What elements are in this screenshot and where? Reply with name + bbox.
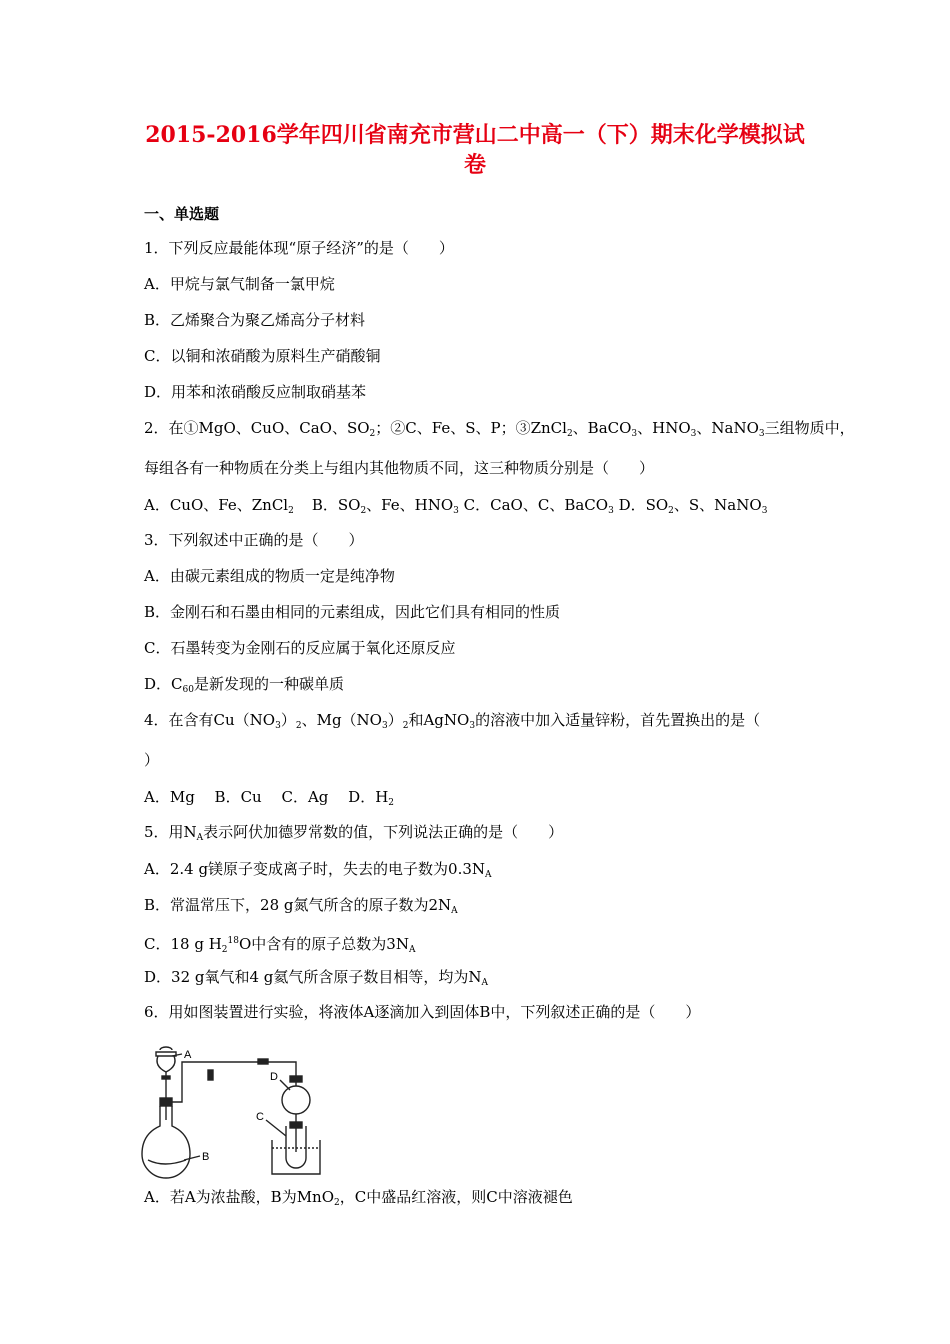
q1-option-a: A．甲烷与氯气制备一氯甲烷	[144, 275, 335, 293]
q5-stem: 5．用$N_A$表示阿伏加德罗常数的值，下列说法正确的是（ ）	[144, 823, 564, 843]
label-c: C	[256, 1111, 264, 1123]
title-line-1: 2015-2016学年四川省南充市营山二中高一（下）期末化学模拟试	[145, 122, 805, 148]
q3-option-c: C．石墨转变为金刚石的反应属于氧化还原反应	[144, 639, 456, 657]
q4-stem-line-1: 4．在含有$Cu(NO_3)_2$、$Mg(NO_3)_2$和AgNO$_3$的溶液中加入适量锌粉，首先置换出的是（	[144, 711, 761, 731]
q2-options: A．CuO、Fe、ZnCl$_2$ B．$SO_2$、Fe、$HNO_3$ C．CaO、C、BaCO$_3$ D．$SO_2$、S、NaNO$_3$	[144, 496, 768, 516]
q4-stem-line-2: ）	[144, 751, 160, 769]
label-d: D	[270, 1071, 278, 1083]
q3-option-a: A．由碳元素组成的物质一定是纯净物	[144, 567, 395, 585]
title-line-2: 卷	[463, 152, 486, 178]
q5-option-b: B．常温常压下，28 g氮气所含的原子数为$2N_A$	[144, 896, 458, 916]
q1-option-c: C．以铜和浓硝酸为原料生产硝酸铜	[144, 347, 381, 365]
q5-option-a: A．2.4 g镁原子变成离子时，失去的电子数为$0.3N_A$	[144, 860, 492, 880]
q3-stem: 3．下列叙述中正确的是（ ）	[144, 531, 364, 549]
document-title	[100, 120, 850, 180]
apparatus-diagram	[140, 1040, 330, 1180]
q1-option-d: D．用苯和浓硝酸反应制取硝基苯	[144, 383, 367, 401]
q1-stem: 1．下列反应最能体现“原子经济”的是（ ）	[144, 239, 454, 257]
q1-option-b: B．乙烯聚合为聚乙烯高分子材料	[144, 311, 366, 329]
q3-option-b: B．金刚石和石墨由相同的元素组成，因此它们具有相同的性质	[144, 603, 561, 621]
q5-option-c: C．18 g $H_2^{18}O$中含有的原子总数为$3N_A$	[144, 935, 416, 955]
q4-options: A．Mg B．Cu C．Ag D．$H_2$	[144, 788, 395, 808]
q6-option-a: A．若A为浓盐酸，B为MnO$_2$，C中盛品红溶液，则C中溶液褪色	[144, 1188, 573, 1208]
section-heading: 一、单选题	[144, 205, 220, 223]
q3-option-d: D．$C_{60}$是新发现的一种碳单质	[144, 675, 344, 695]
q6-stem: 6．用如图装置进行实验，将液体A逐滴加入到固体B中，下列叙述正确的是（ ）	[144, 1003, 701, 1021]
q2-stem-line-2: 每组各有一种物质在分类上与组内其他物质不同，这三种物质分别是（ ）	[144, 459, 655, 477]
q5-option-d: D．32 g氧气和4 g氦气所含原子数目相等，均为$N_A$	[144, 968, 489, 988]
label-b: B	[202, 1151, 210, 1163]
q2-stem-line-1: 2．在①MgO、CuO、CaO、$SO_2$；②C、Fe、S、P；③ZnCl$_2$、BaCO$_3$、$HNO_3$、NaNO$_3$三组物质中，	[144, 419, 855, 439]
label-a: A	[184, 1049, 192, 1061]
